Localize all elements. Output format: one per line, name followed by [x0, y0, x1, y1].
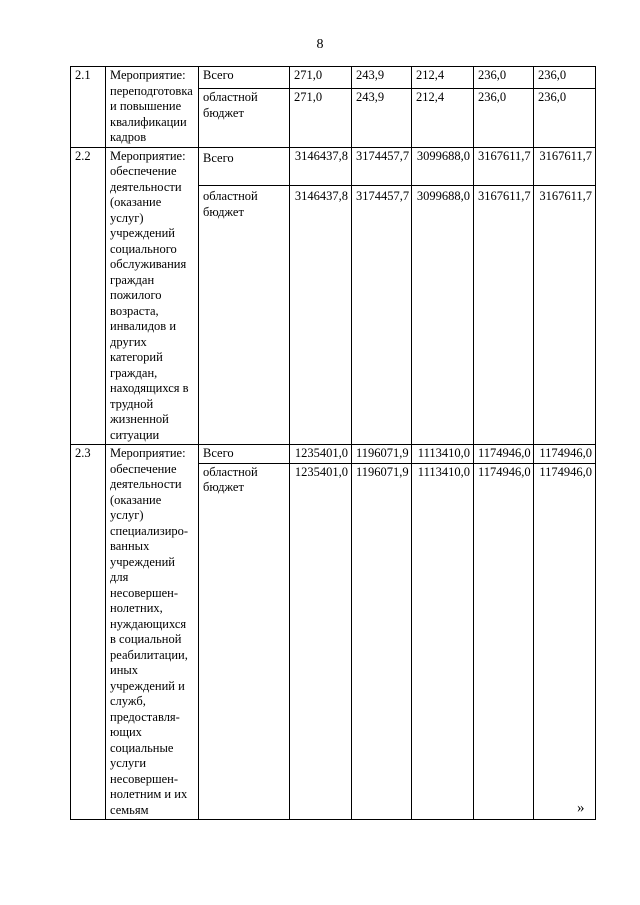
row-index: 2.2 — [71, 147, 106, 445]
value-cell: 1174946,0 — [534, 463, 596, 819]
row-index: 2.3 — [71, 445, 106, 820]
closing-quote: » — [577, 800, 585, 816]
funding-label: Всего — [199, 445, 290, 464]
row-description: Мероприятие: обеспечение деятельности (оказание услуг) учреждений социального обслуживания граждан пожилого возраста, инвалидов и других категорий граждан, находящихся в трудной жизненной ситуации — [106, 147, 199, 445]
table-row — [71, 147, 596, 186]
table-row — [71, 67, 596, 89]
budget-table — [70, 66, 596, 820]
value-cell: 271,0 — [290, 89, 352, 147]
value-cell: 1174946,0 — [474, 445, 534, 464]
table-row — [71, 445, 596, 464]
page-number: 8 — [316, 37, 324, 52]
value-cell: 236,0 — [474, 89, 534, 147]
value-cell: 236,0 — [474, 67, 534, 89]
value-cell: 3146437,8 — [290, 186, 352, 445]
funding-label: областной бюджет — [199, 89, 290, 147]
value-cell: 3099688,0 — [412, 186, 474, 445]
value-cell: 236,0 — [534, 89, 596, 147]
value-cell: 236,0 — [534, 67, 596, 89]
value-cell: 3146437,8 — [290, 147, 352, 186]
value-cell: 1235401,0 — [290, 463, 352, 819]
funding-label: областной бюджет — [199, 463, 290, 819]
value-cell: 1235401,0 — [290, 445, 352, 464]
funding-label: Всего — [199, 67, 290, 89]
funding-label: областной бюджет — [199, 186, 290, 445]
value-cell: 1174946,0 — [474, 463, 534, 819]
value-cell: 3167611,7 — [534, 147, 596, 186]
value-cell: 3167611,7 — [534, 186, 596, 445]
value-cell: 1113410,0 — [412, 463, 474, 819]
funding-label: Всего — [199, 147, 290, 186]
value-cell: 1113410,0 — [412, 445, 474, 464]
value-cell: 3167611,7 — [474, 186, 534, 445]
value-cell: 3174457,7 — [352, 186, 412, 445]
value-cell: 3174457,7 — [352, 147, 412, 186]
row-description: Мероприятие: переподготовка и повышение квалификации кадров — [106, 67, 199, 148]
value-cell: 3099688,0 — [412, 147, 474, 186]
value-cell: 243,9 — [352, 67, 412, 89]
value-cell: 3167611,7 — [474, 147, 534, 186]
value-cell: 1174946,0 — [534, 445, 596, 464]
row-index: 2.1 — [71, 67, 106, 148]
value-cell: 212,4 — [412, 67, 474, 89]
value-cell: 1196071,9 — [352, 445, 412, 464]
value-cell: 271,0 — [290, 67, 352, 89]
row-description: Мероприятие: обеспечение деятельности (оказание услуг) специализиро-ванных учреждений для несовершен-нолетних, нуждающихся в социальной реабилитации, иных учреждений и служб, предоставля-ющих социальные услуги несовершен-нолетним и их семьям — [106, 445, 199, 820]
value-cell: 1196071,9 — [352, 463, 412, 819]
value-cell: 212,4 — [412, 89, 474, 147]
value-cell: 243,9 — [352, 89, 412, 147]
